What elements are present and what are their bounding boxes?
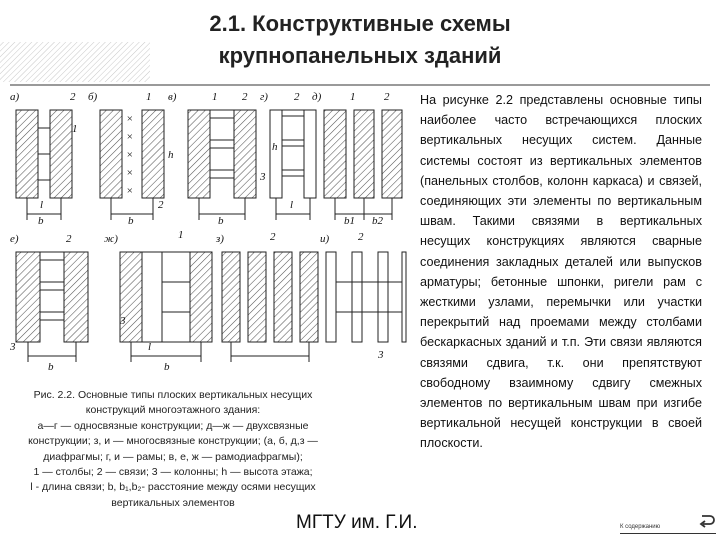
footer-university: МГТУ им. Г.И. [296, 512, 418, 533]
callout-2-a: 2 [70, 91, 76, 103]
panel-label-g: г) [260, 91, 268, 103]
title-divider [10, 84, 710, 86]
caption-line3: l - длина связи; b, b₁,b₂- расстояние между осями несущих вертикальных элементов [30, 481, 316, 509]
scheme-e [9, 233, 88, 373]
back-link-underline [620, 533, 716, 534]
callout-2-v: 2 [242, 91, 248, 103]
dim-l-zh: l [148, 341, 152, 353]
caption-line1: а—г — односвязные конструкции; д—ж — двухсвязные конструкции; з, и — многосвязные конструкции; (а, б, д,з — диафрагмы; г, и — рамы; в, е, ж — рамодиафрагмы); [28, 419, 318, 463]
figure-caption [14, 388, 332, 511]
back-link-label: К содержанию [620, 524, 661, 530]
slide-title-line2: крупнопанельных зданий [218, 43, 502, 68]
panel-label-b: б) [88, 91, 98, 103]
dim-b-b: b [128, 215, 134, 227]
panel-label-v: в) [168, 91, 177, 103]
callout-1-a: 1 [72, 123, 78, 135]
callout-3-e: 3 [10, 341, 16, 353]
callout-2-z: 2 [270, 231, 276, 243]
slide-title [150, 8, 570, 72]
svg-text:×: × [126, 149, 134, 161]
dim-h-g: h [272, 141, 278, 153]
callout-2-b: 2 [158, 199, 164, 211]
dim-l-g: l [290, 199, 294, 211]
panel-label-a: а) [10, 91, 20, 103]
dim-b-zh: b [164, 361, 170, 373]
panel-label-z: з) [216, 233, 224, 245]
dim-b-a: b [38, 215, 44, 227]
svg-text:×: × [126, 185, 134, 197]
scheme-i [320, 231, 406, 361]
callout-3-g: 3 [260, 171, 266, 183]
structural-schemes-figure [8, 88, 408, 388]
panel-label-e: е) [10, 233, 19, 245]
callout-2-g: 2 [294, 91, 300, 103]
panel-label-zh: ж) [104, 233, 118, 245]
dim-b-v: b [218, 215, 224, 227]
callout-2-i: 2 [358, 231, 364, 243]
scheme-zh [104, 229, 212, 373]
scheme-d [312, 91, 402, 227]
scheme-z [215, 231, 318, 362]
svg-text:×: × [126, 113, 134, 125]
caption-title: Рис. 2.2. Основные типы плоских вертикальных несущих конструкций многоэтажного здания: [33, 389, 313, 417]
panel-label-i: и) [320, 233, 330, 245]
callout-2-e: 2 [66, 233, 72, 245]
callout-1-v: 1 [212, 91, 218, 103]
callout-2-d: 2 [384, 91, 390, 103]
back-to-contents-link[interactable] [620, 512, 716, 536]
dim-h-b: h [168, 149, 174, 161]
svg-text:×: × [126, 131, 134, 143]
scheme-v [168, 91, 256, 227]
dim-b1-d: b1 [344, 215, 355, 227]
scheme-g [259, 91, 316, 220]
return-arrow-icon [698, 512, 716, 532]
callout-3-zh: 3 [120, 315, 126, 327]
scheme-a [10, 91, 78, 227]
callout-1-b: 1 [146, 91, 152, 103]
body-paragraph: На рисунке 2.2 представлены основные типы наиболее часто встречающихся плоских вертикальных несущих систем. Данные системы состоят из вертикальных элементов (панельных столбов, колонн каркаса) и связей, соединяющих эти элементы по вертикальным швам. Такими связями в вертикальных несущих конструкциях являются сварные соединения закладных деталей или выпусков арматуры; бетонные шпонки, ригели рам с жесткими узлами, перемычки или участки перекрытий над проемами между столбами бескаркасных зданий и т.п. Эти связи являются связями сдвига, т.к. они препятствуют свободному взаимному сдвигу смежных элементов по вертикальным швам при изгибе вертикальной несущей конструкции в своей плоскости. [420, 93, 702, 451]
dim-b2-d: b2 [372, 215, 383, 227]
dim-l-a: l [40, 199, 44, 211]
caption-line2: 1 — столбы; 2 — связи; 3 — колонны; h — высота этажа; [33, 466, 313, 479]
dim-b-e: b [48, 361, 54, 373]
scheme-b [88, 91, 174, 227]
panel-label-d: д) [312, 91, 322, 103]
callout-3-i: 3 [378, 349, 384, 361]
callout-1-zh: 1 [178, 229, 184, 241]
callout-1-d: 1 [350, 91, 356, 103]
slide-title-line1: 2.1. Конструктивные схемы [209, 11, 511, 36]
svg-text:×: × [126, 167, 134, 179]
